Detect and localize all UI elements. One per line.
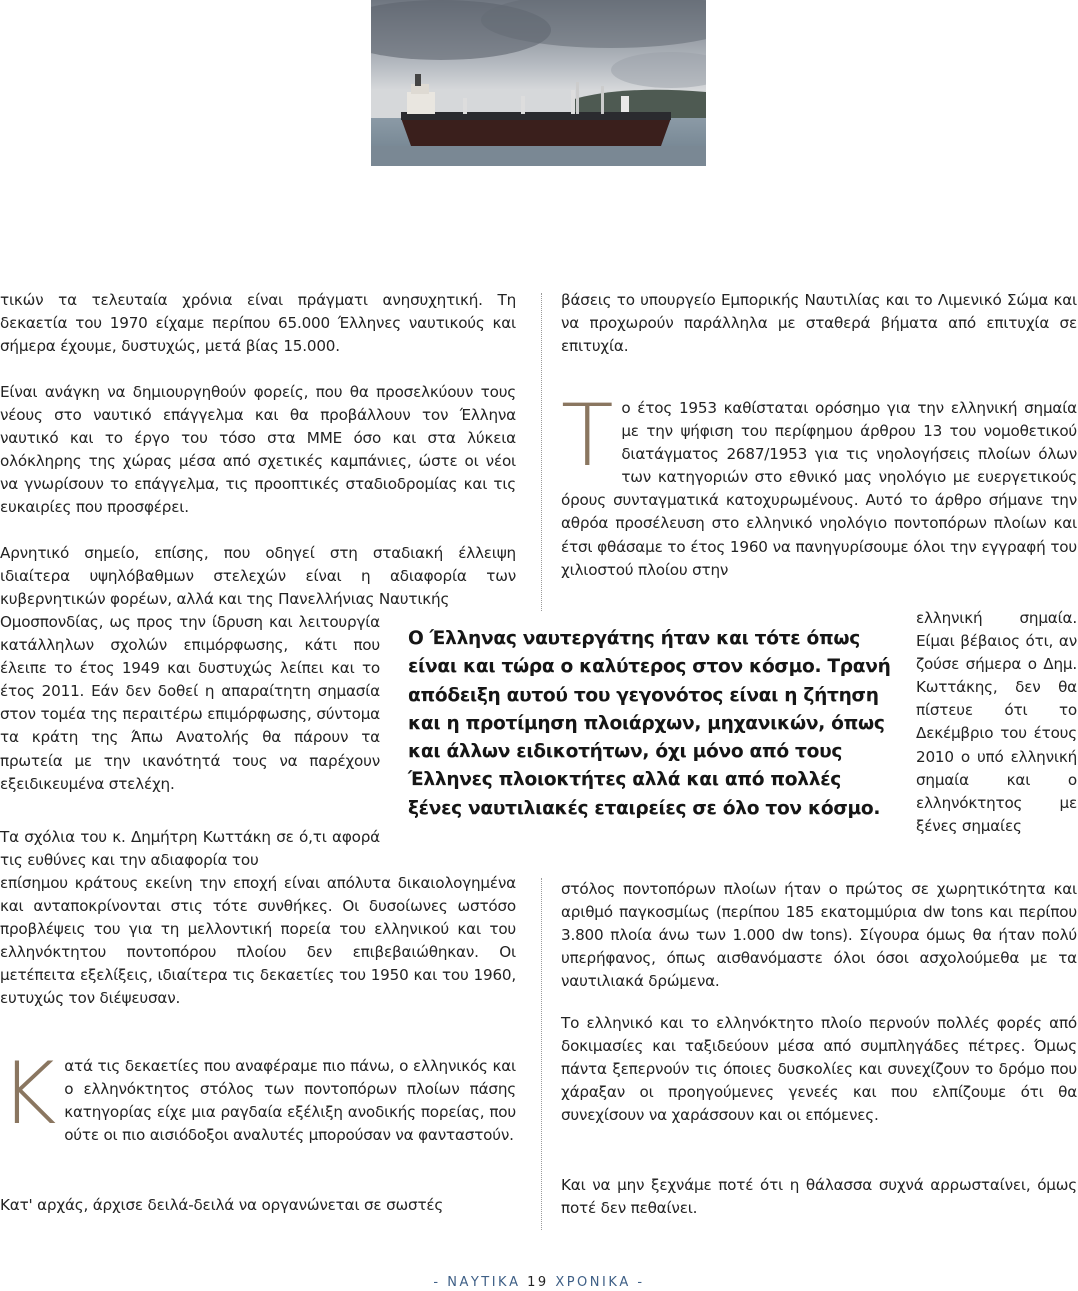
left-paragraph-3-narrow: Ομοσπονδίας, ως προς την ίδρυση και λειτουργία κατάλληλων σχολών επιμόρφωσης, κάτι που έλειπε το έτος 1949 και δυστυχώς λείπει και το έτος 2011. Εάν δεν δοθεί η απαραίτητη σημασία στον τομέα της περαιτέρω επιμόρφωσης, σύντομα τα κράτη της Άπω Ανατολής θα πάρουν τα πρωτεία με την ικανότητά τους να παρέχουν εξειδικευμένα στελέχη. — [0, 613, 380, 793]
footer-dash-right: - — [637, 1275, 645, 1290]
left-paragraph-1: τικών τα τελευταία χρόνια είναι πράγματι ανησυχητική. Τη δεκαετία του 1970 είχαμε περίπου 65.000 Έλληνες ναυτικούς και σήμερα έχουμε, δυστυχώς, μετά βίας 15.000. — [0, 291, 516, 356]
right-paragraph-3: στόλος ποντοπόρων πλοίων ήταν ο πρώτος σε χωρητικότητα και αριθμό παγκοσμίως (περίπου 185 εκατομμύρια dw tons και περίπου 3.800 πλοία άνω των 1.000 dw tons). Σίγουρα όμως θα ήταν πολύ υπερήφανος, όπως αισθανόμαστε όλοι όσοι ασχολούμεθα με τα ναυτιλιακά δρώμενα. — [561, 880, 1077, 991]
right-paragraph-2-narrow: ελληνική σημαία. Είμαι βέβαιος ότι, αν ζούσε σήμερα ο Δημ. Κωττάκης, δεν θα πίστευε ότι το Δεκέμβριο του έτους 2010 ο υπό ελληνική σημαία και ο ελληνόκτητος με ξένες σημαίες — [916, 609, 1077, 835]
right-paragraph-1: βάσεις το υπουργείο Εμπορικής Ναυτιλίας και το Λιμενικό Σώμα και να προχωρούν παράλληλα με σταθερά βήματα από επιτυχία σε επιτυχία. — [561, 291, 1077, 356]
footer-dash-left: - — [433, 1275, 441, 1290]
tanker-photo — [371, 0, 706, 166]
footer-title-left: ΝΑΥΤΙΚΑ — [447, 1275, 521, 1290]
left-paragraph-5-text: ατά τις δεκαετίες που αναφέραμε πιο πάνω, ο ελληνικός και ο ελληνόκτητος στόλος των ποντοπόρων πλοίων πάσης κατηγορίας είχε μια ραγδαία εξέλιξη ανοδικής πορείας, που ούτε οι πιο αισιόδοξοι αναλυτές μπορούσαν να φανταστούν. — [64, 1057, 516, 1145]
left-paragraph-4: επίσημου κράτους εκείνη την εποχή είναι απόλυτα δικαιολογημένα και ανταποκρίνονται στις τότε συνθήκες. Οι δυσοίωνες ωστόσο προβλέψεις του για τη μελλοντική πορεία του ελληνικού και του ελληνόκτητου ποντοπόρου πλοίου δεν επιβεβαιώθηκαν. Οι μετέπειτα εξελίξεις, ιδιαίτερα τις δεκαετίες του 1950 και του 1960, ευτυχώς τον διέψευσαν. — [0, 874, 516, 1008]
left-paragraph-3: Αρνητικό σημείο, επίσης, που οδηγεί στη σταδιακή έλλειψη ιδιαίτερα υψηλόβαθμων στελεχών είναι η αδιαφορία των κυβερνητικών φορέων, αλλά και της Πανελλήνιας Ναυτικής — [0, 544, 516, 609]
right-paragraph-2-text: ο έτος 1953 καθίσταται ορόσημο για την ελληνική σημαία με την ψήφιση του περίφημου άρθρου 13 του νομοθετικού διατάγματος 2687/1953 για τις νηολογήσεις πλοίων όλων των κατηγοριών στο εθνικό μας νηολόγιο με ευεργετικούς όρους συνταγματικά κατοχυρωμένους. Αυτό το άρθρο σήμανε την αθρόα προσέλευση στο ελληνικό νηολόγιο ποντοπόρων πλοίων και έτσι φθάσαμε το έτος 1960 να πανηγυρίσουμε όλοι την εγγραφή του χιλιοστού πλοίου στην — [561, 399, 1077, 579]
right-paragraph-5: Και να μην ξεχνάμε ποτέ ότι η θάλασσα συχνά αρρωσταίνει, όμως ποτέ δεν πεθαίνει. — [561, 1176, 1077, 1218]
page-number: 19 — [527, 1275, 549, 1290]
left-paragraph-6: Κατ' αρχάς, άρχισε δειλά-δειλά να οργανώνεται σε σωστές — [0, 1196, 444, 1214]
right-paragraph-4: Το ελληνικό και το ελληνόκτητο πλοίο περνούν πολλές φορές από δοκιμασίες και ταξιδεύουν μέσα από συμπληγάδες πέτρες. Όμως πάντα ξεπερνούν τις όποιες δυσκολίες και συνεχίζουν το δρόμο που χάραξαν οι προηγούμενες γενεές και που ελπίζουμε ότι θα συνεχίσουν να χαράσσουν και οι επόμενες. — [561, 1014, 1077, 1125]
dropcap-k: Κ — [0, 1044, 57, 1144]
pull-quote: Ο Έλληνας ναυτεργάτης ήταν και τότε όπως είναι και τώρα ο καλύτερος στον κόσμο. Τρανή απόδειξη αυτού του γεγονότος είναι η ζήτηση και η προτίμηση πλοιάρχων, μηχανικών, όπως και άλλων ειδικοτήτων, όχι μόνο από τους Έλληνες πλοιοκτήτες αλλά και από πολλές ξένες ναυτιλιακές εταιρείες σε όλο τον κόσμο. — [408, 628, 891, 819]
left-paragraph-4-narrow: Τα σχόλια του κ. Δημήτρη Κωττάκη σε ό,τι αφορά τις ευθύνες και την αδιαφορία του — [0, 828, 380, 870]
column-divider-bottom — [541, 878, 542, 1230]
page-footer — [0, 1275, 1078, 1290]
left-paragraph-2: Είναι ανάγκη να δημιουργηθούν φορείς, που θα προσελκύουν τους νέους στο ναυτικό επάγγελμα και θα προβάλλουν τον Έλληνα ναυτικό και το έργο του τόσο στα ΜΜΕ όσο και στα λύκεια ολόκληρης της χώρας μέσα από σχετικές καμπάνιες, ώστε οι νέοι να γνωρίσουν το επάγγελμα, τις προοπτικές σταδιοδρομίας και τις ευκαιρίες που προσφέρει. — [0, 383, 516, 517]
dropcap-t: Τ — [561, 386, 614, 486]
column-divider-top — [541, 293, 542, 611]
footer-title-right: ΧΡΟΝΙΚΑ — [555, 1275, 631, 1290]
right-paragraph-2 — [561, 386, 1077, 582]
left-paragraph-5 — [0, 1044, 516, 1147]
